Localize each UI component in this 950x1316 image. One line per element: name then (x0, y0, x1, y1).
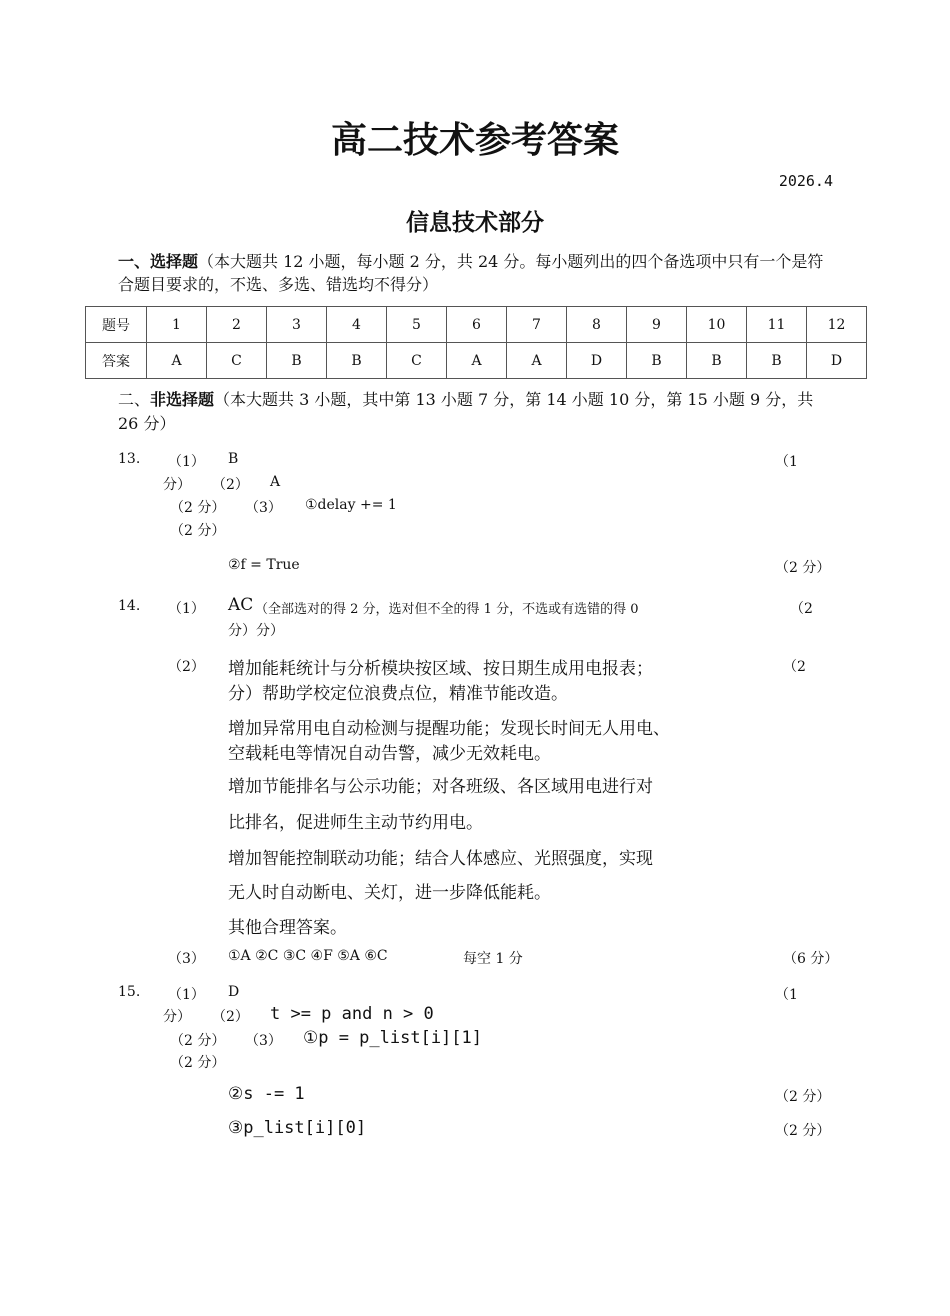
answer-cell: D (567, 343, 627, 379)
answer-cell: B (267, 343, 327, 379)
answer-cell: B (747, 343, 807, 379)
q13-number: 13. (118, 451, 141, 467)
number-cell: 12 (807, 307, 867, 343)
q14-p2-line3: 增加异常用电自动检测与提醒功能；发现长时间无人用电、 (228, 719, 670, 739)
answer-cell: A (147, 343, 207, 379)
q15-p1-score: （1 (775, 987, 798, 1003)
section1-desc: （本大题共 12 小题，每小题 2 分，共 24 分。每小题列出的四个备选项中只有一个是符合题目要求的，不选、多选、错选均不得分） (118, 252, 824, 294)
q13-p2-score: （2 分） (170, 500, 226, 516)
q13-p1-score: （1 (775, 454, 798, 470)
q15-p3-label: （3） (245, 1033, 282, 1049)
answer-table (85, 306, 867, 379)
q13-p3-score2: （2 分） (775, 560, 831, 576)
answer-cell: B (327, 343, 387, 379)
table-row-numbers (86, 307, 867, 343)
q15-p1-label: （1） (168, 987, 205, 1003)
q14-p1-score-cont: 分）分） (228, 623, 284, 639)
table-row-answers (86, 343, 867, 379)
q15-p3-score1: （2 分） (170, 1055, 226, 1071)
q13-p3-answer1: ①delay += 1 (305, 497, 397, 513)
number-cell: 11 (747, 307, 807, 343)
q15-p1-answer: D (228, 984, 240, 1000)
q13-p3-answer2: ②f = True (228, 557, 300, 573)
q15-p2-answer: t >= p and n > 0 (270, 1004, 434, 1024)
number-cell: 7 (507, 307, 567, 343)
q13-p1-label: （1） (168, 454, 205, 470)
row-label-answer: 答案 (86, 343, 147, 379)
answer-cell: A (507, 343, 567, 379)
number-cell: 8 (567, 307, 627, 343)
answer-cell: D (807, 343, 867, 379)
page-title: 高二技术参考答案 (330, 120, 619, 161)
q15-number: 15. (118, 984, 141, 1000)
section1-heading: 一、选择题 (118, 252, 199, 271)
q14-p2-label: （2） (168, 659, 205, 675)
q14-p2-line7: 增加智能控制联动功能；结合人体感应、光照强度，实现 (228, 849, 653, 869)
q15-p3-score3: （2 分） (775, 1123, 831, 1139)
q13-p3-score1: （2 分） (170, 523, 226, 539)
section1-intro (118, 250, 838, 296)
q14-p3-label: （3） (168, 951, 205, 967)
answer-cell: C (207, 343, 267, 379)
answer-cell: B (627, 343, 687, 379)
q15-p2-score: （2 分） (170, 1033, 226, 1049)
q14-p1-score: （2 (790, 601, 813, 617)
q14-p2-line2: 分）帮助学校定位浪费点位，精准节能改造。 (228, 684, 568, 704)
q15-p3-answer2: ②s -= 1 (228, 1084, 305, 1104)
q15-p3-answer1: ①p = p_list[i][1] (303, 1028, 482, 1048)
q14-p1-answer: AC (228, 595, 254, 615)
date: 2026.4 (778, 172, 833, 190)
section2-intro (118, 388, 838, 436)
q13-p1-answer: B (228, 451, 239, 467)
q14-p2-line6: 比排名，促进师生主动节约用电。 (228, 813, 483, 833)
q14-p2-line4: 空载耗电等情况自动告警，减少无效耗电。 (228, 744, 551, 764)
q14-p2-line9: 其他合理答案。 (228, 918, 347, 938)
q13-p2-label: （2） (212, 477, 249, 493)
number-cell: 3 (267, 307, 327, 343)
q14-p2-line5: 增加节能排名与公示功能；对各班级、各区域用电进行对 (228, 777, 653, 797)
q15-p3-answer3: ③p_list[i][0] (228, 1118, 367, 1138)
number-cell: 2 (207, 307, 267, 343)
q13-p3-label: （3） (245, 500, 282, 516)
section2-desc: （本大题共 3 小题，其中第 13 小题 7 分，第 14 小题 10 分，第 15 小题 9 分，共 26 分） (118, 390, 814, 433)
answer-cell: B (687, 343, 747, 379)
q14-p3-answer: ①A ②C ③C ④F ⑤A ⑥C (228, 948, 388, 964)
q14-p2-line1: 增加能耗统计与分析模块按区域、按日期生成用电报表； (228, 659, 653, 679)
q15-p3-score2: （2 分） (775, 1089, 831, 1105)
q14-p3-note: 每空 1 分 (463, 951, 523, 967)
q15-p1-score-cont: 分） (163, 1009, 191, 1025)
section-title: 信息技术部分 (406, 210, 544, 236)
q14-number: 14. (118, 598, 141, 614)
q13-p1-score-cont: 分） (163, 477, 191, 493)
number-cell: 9 (627, 307, 687, 343)
q14-p2-line8: 无人时自动断电、关灯，进一步降低能耗。 (228, 883, 551, 903)
number-cell: 1 (147, 307, 207, 343)
q14-p2-score: （2 (783, 659, 806, 675)
answer-cell: C (387, 343, 447, 379)
q14-p1-note: （全部选对的得 2 分，选对但不全的得 1 分，不选或有选错的得 0 (255, 602, 639, 617)
section2-prefix: 二、 (118, 390, 151, 409)
number-cell: 5 (387, 307, 447, 343)
section2-heading: 非选择题 (150, 390, 215, 409)
q14-p1-label: （1） (168, 601, 205, 617)
q14-p3-score: （6 分） (783, 951, 839, 967)
q13-p2-answer: A (270, 474, 281, 490)
number-cell: 4 (327, 307, 387, 343)
number-cell: 6 (447, 307, 507, 343)
answer-cell: A (447, 343, 507, 379)
number-cell: 10 (687, 307, 747, 343)
row-label-number: 题号 (86, 307, 147, 343)
q15-p2-label: （2） (212, 1009, 249, 1025)
